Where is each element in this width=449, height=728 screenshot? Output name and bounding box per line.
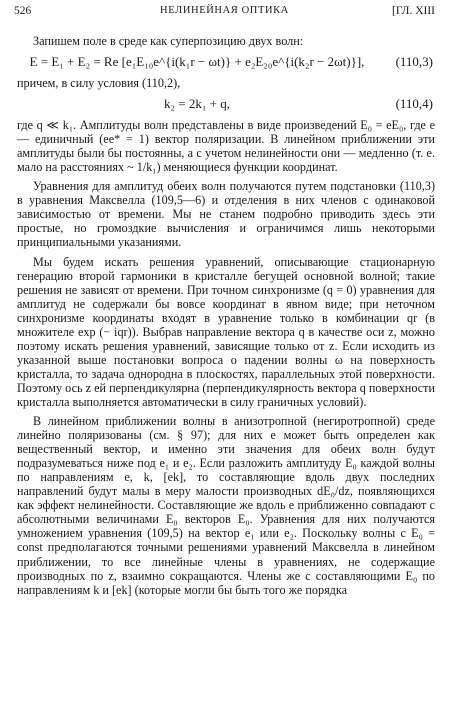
page-number: 526 bbox=[14, 5, 32, 17]
running-header bbox=[14, 5, 435, 21]
equation-expression: k₂ = 2k₁ + q, bbox=[164, 96, 230, 112]
equation-number: (110,3) bbox=[395, 54, 433, 70]
paragraph-equations: Уравнения для амплитуд обеих волн получаются путем подстановки (110,3) в уравнения Максвелла (109,5—6) и отделения в них членов с одинаковой зависимостью от времени. Мы не станем подробно приводить здесь эти простые, но громоздкие вычисления и ограничимся лишь некоторыми принципиальными указаниями. bbox=[17, 179, 435, 250]
equation-number: (110,4) bbox=[395, 96, 433, 112]
page-body bbox=[17, 34, 435, 597]
paragraph-linear-approx: В линейном приближении волны в анизотропной (негиротропной) среде линейно поляризованы (см. § 97); для них e может быть определен как вещественный вектор, и именно эти значения для обеих волн будут подразумеваться ниже под e₁ и e₂. Если разложить амплитуду E₀ каждой волны по направлениям e, k, [ek], то составляющие вдоль двух последних направлений будут малы в меру малости производных dE₀/dz, появляющихся как эффект нелинейности. Составляющие же вдоль e приближенно совпадают с абсолютными величинами E₀ векторов E₀. Уравнения для них получаются умножением уравнения (109,5) на вектор e₁ или e₂. Поскольку волны с E₀ = const предполагаются точными решениями уравнений Максвелла в линейном приближении, то все линейные члены в уравнениях, не содержащие производных по z, взаимно сокращаются. Члены же с составляющими E₀ по направлениям k и [ek] (которые могли бы быть того же порядка bbox=[17, 414, 435, 597]
equation-expression: E = E₁ + E₂ = Re [e₁E₁₀e^{i(k₁r − ωt)} + e₂E₂₀e^{i(k₂r − 2ωt)}], bbox=[29, 54, 365, 70]
paragraph-solutions: Мы будем искать решения уравнений, описывающие стационарную генерацию второй гармоники в кристалле бегущей основной волной; такие решения не зависят от времени. При точном синхронизме (q = 0) уравнения для амплитуд не содержали бы вовсе координат в явном виде; при неточном синхронизме координаты входят в уравнение только в комбинации qr (в множителе exp (− iqr)). Выбрав направление вектора q в качестве оси z, можно поэтому искать решения уравнений, зависящие только от z. Если исходить из указанной выше постановки вопроса о падении волны ω на поверхность кристалла, то задача однородна в плоскостях, параллельных этой поверхности. Поэтому ось z ей перпендикулярна (перпендикулярность вектора q поверхности кристалла выполняется автоматически в силу граничных условий). bbox=[17, 254, 435, 409]
paragraph-intro: Запишем поле в среде как суперпозицию двух волн: bbox=[33, 34, 304, 48]
equation-110-3 bbox=[17, 51, 435, 73]
chapter-label: [ГЛ. XIII bbox=[392, 5, 435, 17]
running-title: НЕЛИНЕЙНАЯ ОПТИКА bbox=[160, 5, 289, 16]
paragraph-amplitudes: где q ≪ k₁. Амплитуды волн представлены в виде произведений E₀ = eE₀, где e — единичный (ee* = 1) вектор поляризации. В линейном приближении эти амплитуды были бы постоянны, а с учетом нелинейности они — медленно (т. е. мало на расстояниях ~ 1/k₁) меняющиеся функции координат. bbox=[17, 118, 435, 175]
equation-110-4 bbox=[17, 93, 435, 115]
paragraph-condition: причем, в силу условия (110,2), bbox=[17, 76, 181, 91]
